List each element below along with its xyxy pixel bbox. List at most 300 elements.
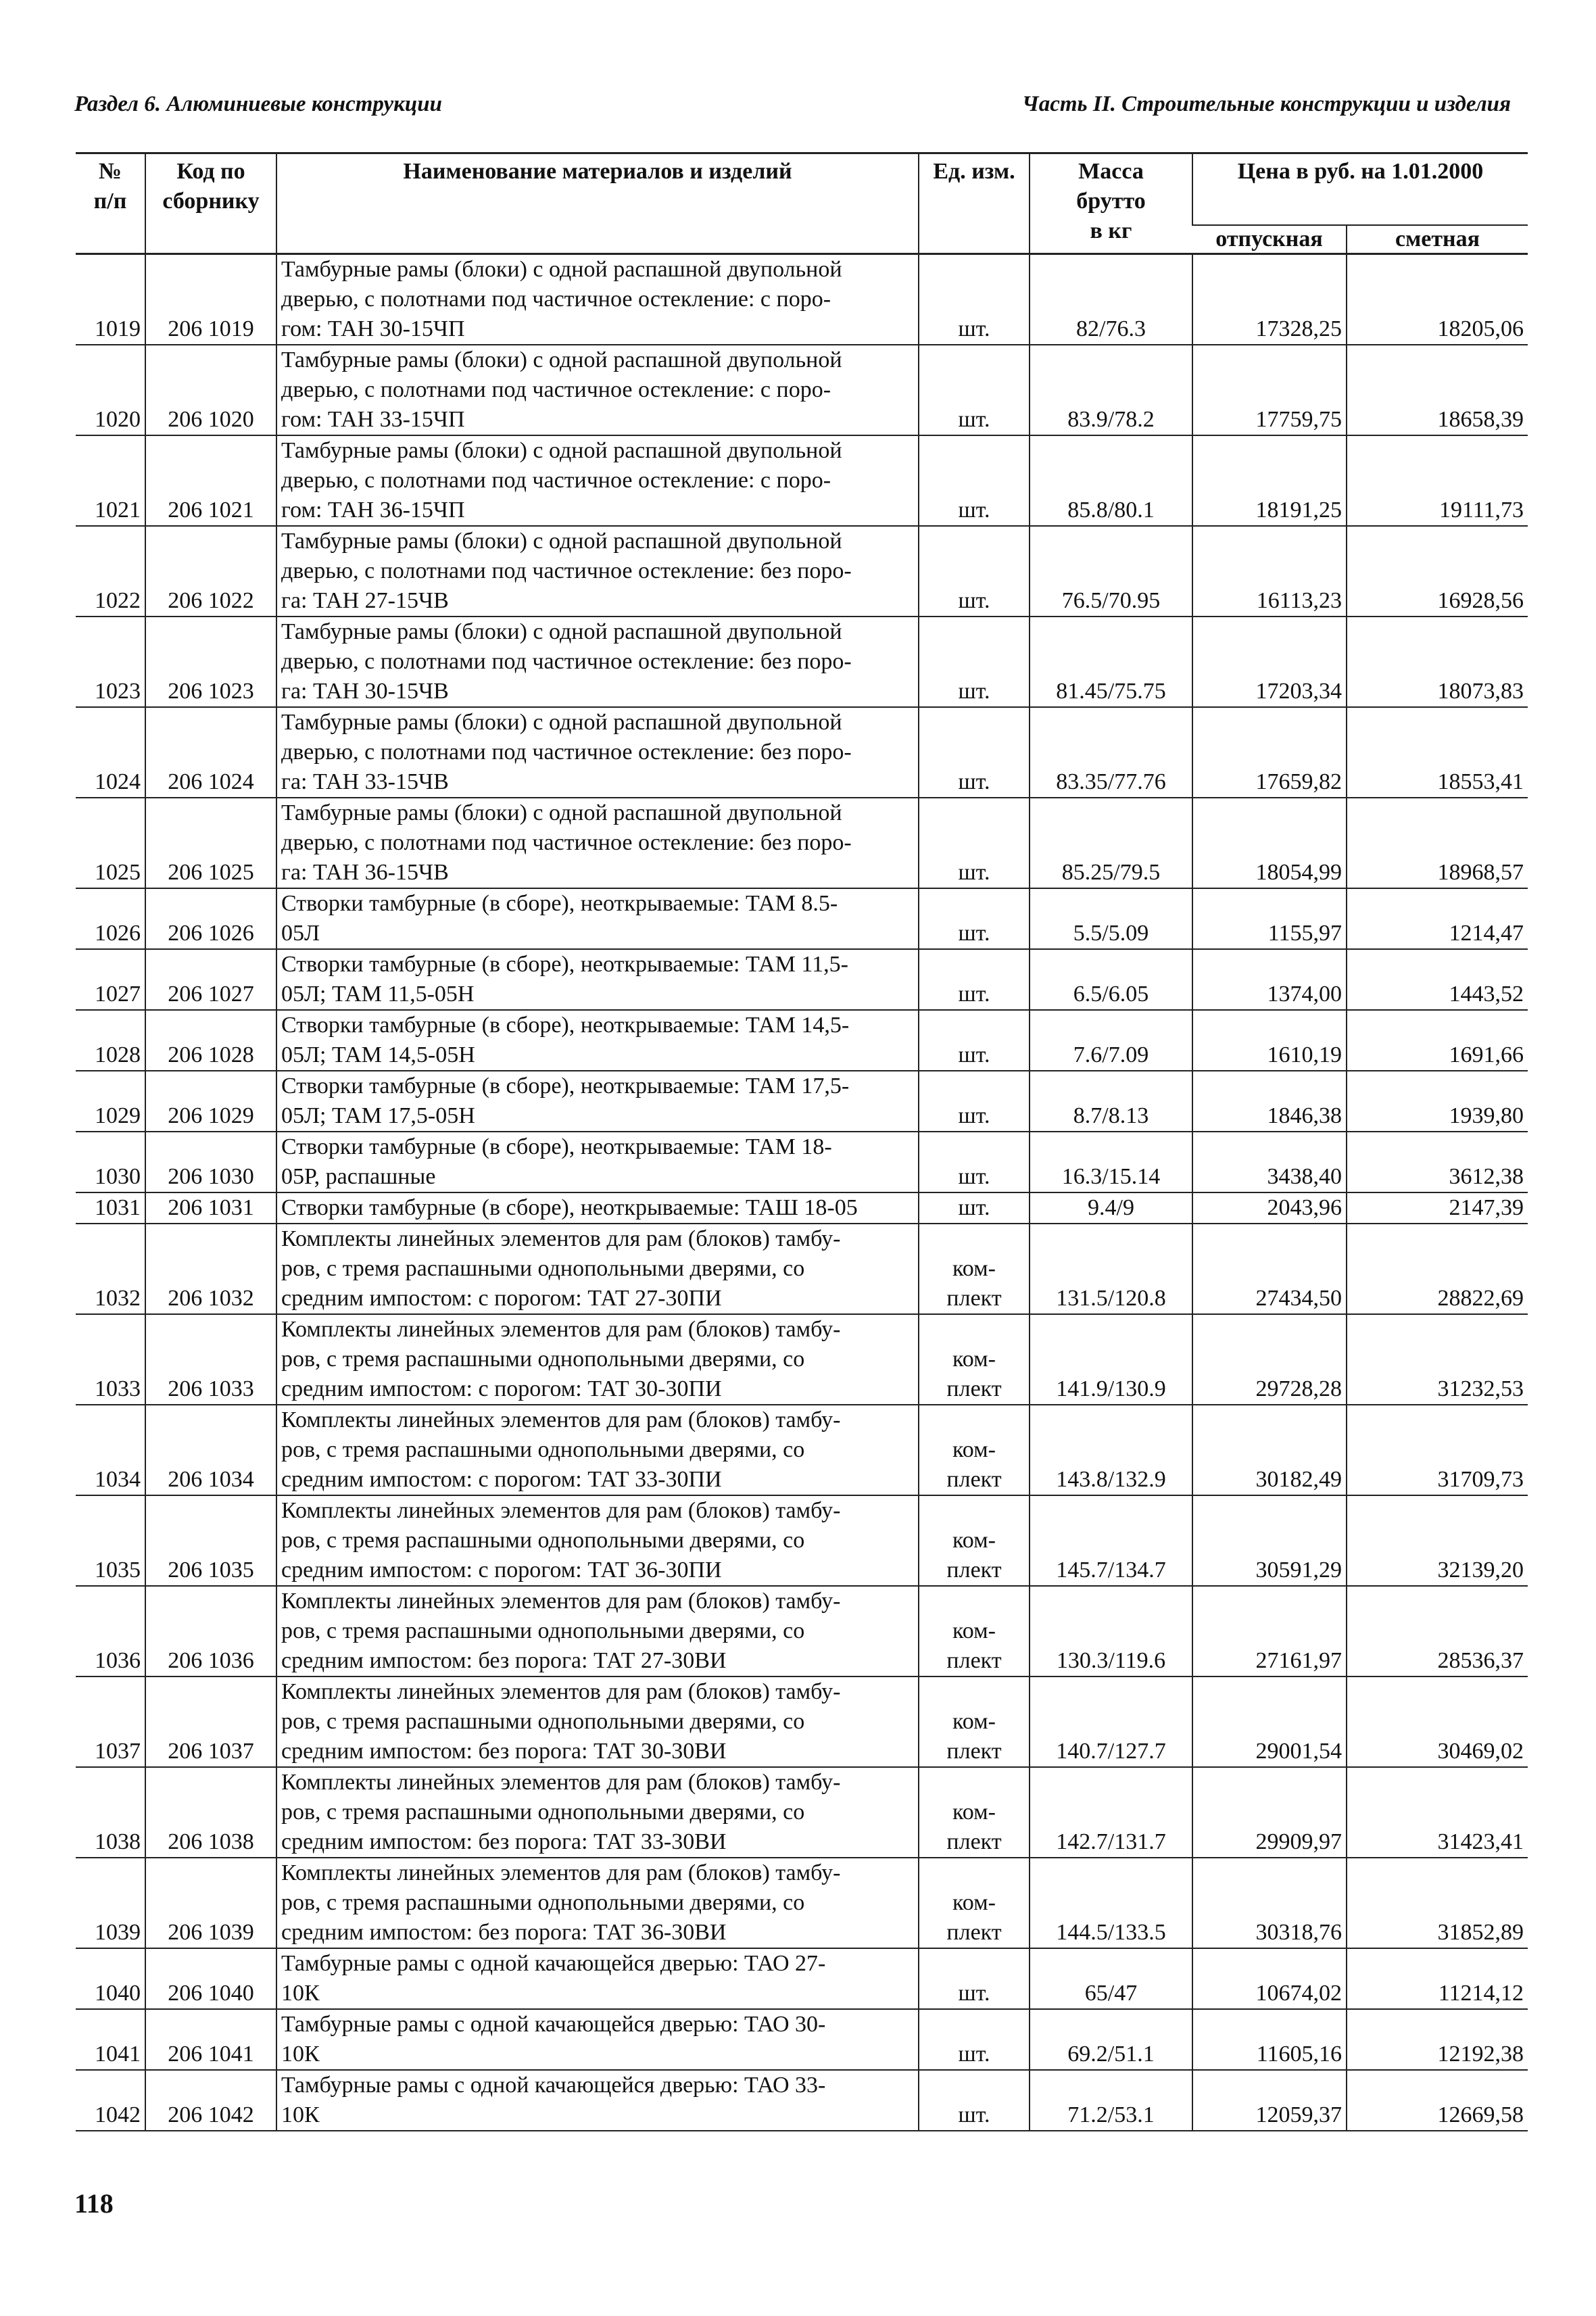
- row-mass-text: 65/47: [1084, 1981, 1138, 2006]
- row-price-estimate: [1347, 1676, 1528, 1767]
- row-price-estimate: [1347, 1586, 1528, 1676]
- row-price-release: [1192, 1676, 1347, 1767]
- row-unit-text: ком- плект: [946, 1800, 1002, 1854]
- row-price-release: [1192, 1192, 1347, 1224]
- row-code-text: 206 1037: [168, 1739, 254, 1764]
- table-body: [76, 254, 1528, 2131]
- row-mass-text: 145.7/134.7: [1056, 1558, 1166, 1583]
- row-number: [76, 888, 145, 949]
- row-name: [276, 1948, 919, 2009]
- table-row: [76, 707, 1528, 798]
- row-code: [145, 949, 276, 1010]
- row-price-release-text: 10674,02: [1255, 1981, 1342, 2006]
- row-mass: [1030, 435, 1192, 526]
- row-mass: [1030, 1767, 1192, 1858]
- row-mass: [1030, 949, 1192, 1010]
- row-name-text: Тамбурные рамы с одной качающейся дверью: ТАО 27- 10К: [281, 1951, 826, 2006]
- row-code: [145, 1314, 276, 1405]
- row-number: [76, 1676, 145, 1767]
- row-unit-text: ком- плект: [946, 1256, 1002, 1311]
- row-price-release: [1192, 617, 1347, 707]
- row-unit: [919, 617, 1030, 707]
- row-unit: [919, 1676, 1030, 1767]
- row-mass: [1030, 1948, 1192, 2009]
- row-unit: [919, 949, 1030, 1010]
- row-number: [76, 1314, 145, 1405]
- row-unit: [919, 1948, 1030, 2009]
- row-price-release-text: 2043,96: [1267, 1195, 1342, 1220]
- table-row: [76, 1858, 1528, 1948]
- row-name-text: Комплекты линейных элементов для рам (блоков) тамбу- ров, с тремя распашными однопольными дверями, со средним импостом: с порогом: ТАТ 30-30ПИ: [281, 1317, 841, 1401]
- row-mass: [1030, 1405, 1192, 1495]
- row-unit-text: шт.: [958, 1981, 990, 2006]
- row-code-text: 206 1040: [168, 1981, 254, 2006]
- row-number: [76, 1767, 145, 1858]
- row-unit-text: ком- плект: [946, 1709, 1002, 1764]
- row-price-release-text: 29001,54: [1255, 1739, 1342, 1764]
- row-code-text: 206 1031: [168, 1195, 254, 1220]
- row-price-estimate-text: 11214,12: [1438, 1981, 1524, 2006]
- row-name: [276, 888, 919, 949]
- col-header-price-estimate: сметная: [1347, 225, 1528, 254]
- row-code: [145, 617, 276, 707]
- row-number: [76, 1010, 145, 1071]
- row-number-text: 1023: [95, 679, 141, 704]
- table-row: [76, 345, 1528, 435]
- row-number-text: 1024: [95, 769, 141, 794]
- row-unit: [919, 254, 1030, 345]
- row-code: [145, 1948, 276, 2009]
- row-name: [276, 2070, 919, 2131]
- row-price-estimate-text: 30469,02: [1437, 1739, 1524, 1764]
- row-price-estimate-text: 18073,83: [1437, 679, 1524, 704]
- row-price-release-text: 16113,23: [1256, 588, 1342, 613]
- row-price-estimate-text: 28536,37: [1437, 1648, 1524, 1673]
- row-number-text: 1040: [95, 1981, 141, 2006]
- row-number-text: 1037: [95, 1739, 141, 1764]
- row-mass: [1030, 1314, 1192, 1405]
- row-number: [76, 1948, 145, 2009]
- row-code-text: 206 1041: [168, 2042, 254, 2067]
- table-row: [76, 1676, 1528, 1767]
- row-name: [276, 2009, 919, 2070]
- row-name: [276, 435, 919, 526]
- row-unit-text: шт.: [958, 407, 990, 432]
- row-code: [145, 798, 276, 888]
- row-price-release-text: 17659,82: [1255, 769, 1342, 794]
- row-code: [145, 1224, 276, 1314]
- row-name: [276, 1224, 919, 1314]
- row-price-release-text: 12059,37: [1255, 2102, 1342, 2127]
- row-number: [76, 1071, 145, 1132]
- row-price-estimate: [1347, 1010, 1528, 1071]
- row-number-text: 1020: [95, 407, 141, 432]
- part-header: Часть II. Строительные конструкции и изделия: [1022, 92, 1511, 116]
- table-row: [76, 526, 1528, 617]
- row-mass: [1030, 1192, 1192, 1224]
- row-mass: [1030, 1586, 1192, 1676]
- row-code-text: 206 1026: [168, 921, 254, 946]
- row-price-estimate: [1347, 1132, 1528, 1192]
- row-price-estimate-text: 32139,20: [1437, 1558, 1524, 1583]
- row-price-estimate: [1347, 888, 1528, 949]
- row-price-release-text: 17328,25: [1255, 316, 1342, 341]
- row-code-text: 206 1038: [168, 1829, 254, 1854]
- row-mass: [1030, 617, 1192, 707]
- col-header-code: Код по сборнику: [145, 153, 276, 254]
- row-number-text: 1025: [95, 860, 141, 885]
- row-price-estimate-text: 12192,38: [1437, 2042, 1524, 2067]
- row-unit: [919, 1132, 1030, 1192]
- row-code: [145, 1010, 276, 1071]
- row-price-estimate: [1347, 345, 1528, 435]
- table-row: [76, 617, 1528, 707]
- row-mass-text: 143.8/132.9: [1056, 1467, 1166, 1492]
- row-price-estimate: [1347, 1495, 1528, 1586]
- row-price-estimate-text: 18205,06: [1437, 316, 1524, 341]
- row-name: [276, 1010, 919, 1071]
- row-unit: [919, 707, 1030, 798]
- row-price-estimate: [1347, 707, 1528, 798]
- row-name-text: Тамбурные рамы (блоки) с одной распашной двупольной дверью, с полотнами под частичное остекление: без поро- га: ТАН 36-15ЧВ: [281, 800, 852, 885]
- row-price-release-text: 3438,40: [1267, 1164, 1342, 1189]
- row-name-text: Створки тамбурные (в сборе), неоткрываемые: ТАМ 14,5- 05Л; ТАМ 14,5-05Н: [281, 1013, 850, 1067]
- col-header-price-group: Цена в руб. на 1.01.2000: [1192, 153, 1528, 226]
- row-price-estimate-text: 1443,52: [1449, 982, 1524, 1007]
- row-name: [276, 1314, 919, 1405]
- row-name: [276, 1767, 919, 1858]
- row-price-estimate-text: 31852,89: [1437, 1920, 1524, 1945]
- row-mass: [1030, 1132, 1192, 1192]
- row-price-release: [1192, 1858, 1347, 1948]
- row-price-estimate-text: 31423,41: [1437, 1829, 1524, 1854]
- row-unit: [919, 1224, 1030, 1314]
- row-name: [276, 1676, 919, 1767]
- row-number: [76, 949, 145, 1010]
- row-price-release-text: 11605,16: [1256, 2042, 1342, 2067]
- row-code-text: 206 1039: [168, 1920, 254, 1945]
- row-unit-text: ком- плект: [946, 1528, 1002, 1583]
- table-row: [76, 1948, 1528, 2009]
- row-price-estimate: [1347, 949, 1528, 1010]
- row-name: [276, 1192, 919, 1224]
- row-mass-text: 85.8/80.1: [1067, 498, 1155, 523]
- col-header-num: № п/п: [76, 153, 145, 254]
- row-unit-text: шт.: [958, 1164, 990, 1189]
- row-number-text: 1036: [95, 1648, 141, 1673]
- row-number: [76, 1405, 145, 1495]
- row-mass: [1030, 1224, 1192, 1314]
- table-row: [76, 1010, 1528, 1071]
- row-code: [145, 707, 276, 798]
- row-name: [276, 1071, 919, 1132]
- row-name-text: Комплекты линейных элементов для рам (блоков) тамбу- ров, с тремя распашными однопольными дверями, со средним импостом: без порога: ТАТ 36-30ВИ: [281, 1860, 841, 1945]
- row-name: [276, 1586, 919, 1676]
- row-price-estimate: [1347, 798, 1528, 888]
- row-code: [145, 1192, 276, 1224]
- row-price-release: [1192, 1767, 1347, 1858]
- row-code: [145, 1676, 276, 1767]
- row-unit: [919, 1767, 1030, 1858]
- row-price-release-text: 30591,29: [1255, 1558, 1342, 1583]
- row-code-text: 206 1030: [168, 1164, 254, 1189]
- table-row: [76, 1071, 1528, 1132]
- row-price-release: [1192, 1405, 1347, 1495]
- row-price-release: [1192, 254, 1347, 345]
- row-price-release-text: 17203,34: [1255, 679, 1342, 704]
- row-number: [76, 707, 145, 798]
- row-number-text: 1019: [95, 316, 141, 341]
- row-price-estimate: [1347, 2009, 1528, 2070]
- row-unit-text: шт.: [958, 588, 990, 613]
- row-price-estimate: [1347, 1071, 1528, 1132]
- row-number-text: 1035: [95, 1558, 141, 1583]
- row-price-estimate-text: 31232,53: [1437, 1376, 1524, 1401]
- row-mass-text: 9.4/9: [1088, 1195, 1134, 1220]
- row-name-text: Тамбурные рамы (блоки) с одной распашной двупольной дверью, с полотнами под частичное остекление: с поро- гом: ТАН 30-15ЧП: [281, 257, 842, 341]
- section-header: Раздел 6. Алюминиевые конструкции: [74, 92, 442, 116]
- row-name: [276, 1132, 919, 1192]
- row-price-release-text: 1610,19: [1267, 1042, 1342, 1067]
- row-number: [76, 526, 145, 617]
- row-code: [145, 1495, 276, 1586]
- row-price-release: [1192, 1071, 1347, 1132]
- row-price-estimate-text: 18553,41: [1437, 769, 1524, 794]
- row-number: [76, 345, 145, 435]
- row-code-text: 206 1035: [168, 1558, 254, 1583]
- row-mass-text: 76.5/70.95: [1061, 588, 1161, 613]
- row-unit: [919, 526, 1030, 617]
- row-price-estimate: [1347, 1767, 1528, 1858]
- row-mass: [1030, 2009, 1192, 2070]
- row-mass: [1030, 1495, 1192, 1586]
- row-number-text: 1029: [95, 1103, 141, 1128]
- row-price-estimate-text: 16928,56: [1437, 588, 1524, 613]
- row-price-release: [1192, 1132, 1347, 1192]
- row-code: [145, 888, 276, 949]
- row-name-text: Комплекты линейных элементов для рам (блоков) тамбу- ров, с тремя распашными однопольными дверями, со средним импостом: без порога: ТАТ 33-30ВИ: [281, 1770, 841, 1854]
- row-mass-text: 82/76.3: [1076, 316, 1146, 341]
- row-mass-text: 6.5/6.05: [1073, 982, 1149, 1007]
- row-number: [76, 2070, 145, 2131]
- row-code: [145, 1132, 276, 1192]
- row-price-estimate: [1347, 526, 1528, 617]
- table-row: [76, 1405, 1528, 1495]
- row-price-release-text: 27434,50: [1255, 1286, 1342, 1311]
- table-row: [76, 254, 1528, 345]
- row-unit: [919, 1314, 1030, 1405]
- row-mass-text: 69.2/51.1: [1067, 2042, 1155, 2067]
- row-unit: [919, 435, 1030, 526]
- row-unit: [919, 888, 1030, 949]
- row-unit-text: ком- плект: [946, 1618, 1002, 1673]
- row-price-release: [1192, 435, 1347, 526]
- row-number: [76, 1224, 145, 1314]
- row-price-estimate: [1347, 1948, 1528, 2009]
- row-unit-text: ком- плект: [946, 1890, 1002, 1945]
- row-name: [276, 617, 919, 707]
- row-code-text: 206 1021: [168, 498, 254, 523]
- row-unit: [919, 1495, 1030, 1586]
- row-unit-text: шт.: [958, 982, 990, 1007]
- row-mass-text: 7.6/7.09: [1073, 1042, 1149, 1067]
- row-name-text: Комплекты линейных элементов для рам (блоков) тамбу- ров, с тремя распашными однопольными дверями, со средним импостом: без порога: ТАТ 30-30ВИ: [281, 1679, 841, 1764]
- row-mass-text: 16.3/15.14: [1061, 1164, 1161, 1189]
- row-name-text: Тамбурные рамы (блоки) с одной распашной двупольной дверью, с полотнами под частичное остекление: без поро- га: ТАН 30-15ЧВ: [281, 619, 852, 704]
- table-row: [76, 1314, 1528, 1405]
- row-price-estimate-text: 18658,39: [1437, 407, 1524, 432]
- row-name-text: Створки тамбурные (в сборе), неоткрываемые: ТАМ 8.5- 05Л: [281, 891, 838, 946]
- row-unit-text: шт.: [958, 316, 990, 341]
- row-code: [145, 2009, 276, 2070]
- col-header-mass: Масса брутто в кг: [1030, 153, 1192, 254]
- row-unit: [919, 798, 1030, 888]
- row-price-release-text: 30318,76: [1255, 1920, 1342, 1945]
- row-price-release: [1192, 1010, 1347, 1071]
- row-code: [145, 1858, 276, 1948]
- row-price-estimate-text: 12669,58: [1437, 2102, 1524, 2127]
- row-price-release: [1192, 1948, 1347, 2009]
- row-name: [276, 345, 919, 435]
- row-price-estimate-text: 2147,39: [1449, 1195, 1524, 1220]
- row-number: [76, 798, 145, 888]
- row-name: [276, 707, 919, 798]
- row-price-estimate: [1347, 1192, 1528, 1224]
- row-number-text: 1022: [95, 588, 141, 613]
- row-unit-text: шт.: [958, 860, 990, 885]
- col-header-unit: Ед. изм.: [919, 153, 1030, 254]
- table-row: [76, 798, 1528, 888]
- row-price-estimate: [1347, 2070, 1528, 2131]
- row-unit: [919, 2009, 1030, 2070]
- row-mass: [1030, 2070, 1192, 2131]
- row-code-text: 206 1042: [168, 2102, 254, 2127]
- row-code: [145, 345, 276, 435]
- row-code-text: 206 1028: [168, 1042, 254, 1067]
- row-mass: [1030, 526, 1192, 617]
- row-price-estimate: [1347, 254, 1528, 345]
- row-price-estimate-text: 18968,57: [1437, 860, 1524, 885]
- row-code-text: 206 1032: [168, 1286, 254, 1311]
- row-price-release-text: 29728,28: [1255, 1376, 1342, 1401]
- row-unit-text: шт.: [958, 2102, 990, 2127]
- row-name-text: Тамбурные рамы (блоки) с одной распашной двупольной дверью, с полотнами под частичное остекление: с поро- гом: ТАН 36-15ЧП: [281, 438, 842, 523]
- row-name: [276, 526, 919, 617]
- row-number-text: 1034: [95, 1467, 141, 1492]
- row-price-release-text: 1846,38: [1267, 1103, 1342, 1128]
- row-number: [76, 2009, 145, 2070]
- row-number-text: 1033: [95, 1376, 141, 1401]
- table-row: [76, 888, 1528, 949]
- table-row: [76, 1132, 1528, 1192]
- row-unit: [919, 1071, 1030, 1132]
- row-number: [76, 617, 145, 707]
- row-price-estimate: [1347, 617, 1528, 707]
- row-mass-text: 85.25/79.5: [1061, 860, 1161, 885]
- row-number-text: 1042: [95, 2102, 141, 2127]
- row-name: [276, 798, 919, 888]
- row-price-release: [1192, 1586, 1347, 1676]
- row-mass-text: 81.45/75.75: [1056, 679, 1166, 704]
- row-mass-text: 83.35/77.76: [1056, 769, 1166, 794]
- table-row: [76, 1192, 1528, 1224]
- row-price-estimate: [1347, 435, 1528, 526]
- row-price-estimate-text: 1939,80: [1449, 1103, 1524, 1128]
- row-price-release: [1192, 888, 1347, 949]
- row-mass-text: 71.2/53.1: [1067, 2102, 1155, 2127]
- row-number-text: 1030: [95, 1164, 141, 1189]
- page-number: 118: [74, 2188, 114, 2219]
- row-name: [276, 254, 919, 345]
- row-price-release-text: 1374,00: [1267, 982, 1342, 1007]
- row-unit-text: шт.: [958, 769, 990, 794]
- row-code-text: 206 1033: [168, 1376, 254, 1401]
- row-code: [145, 1586, 276, 1676]
- price-table-container: [76, 152, 1528, 2131]
- row-number-text: 1021: [95, 498, 141, 523]
- row-unit: [919, 1405, 1030, 1495]
- row-unit-text: шт.: [958, 921, 990, 946]
- row-name-text: Створки тамбурные (в сборе), неоткрываемые: ТАМ 17,5- 05Л; ТАМ 17,5-05Н: [281, 1073, 850, 1128]
- row-number-text: 1032: [95, 1286, 141, 1311]
- row-number-text: 1027: [95, 982, 141, 1007]
- row-price-estimate-text: 1691,66: [1449, 1042, 1524, 1067]
- row-mass-text: 141.9/130.9: [1056, 1376, 1166, 1401]
- row-price-release: [1192, 1495, 1347, 1586]
- row-code: [145, 1071, 276, 1132]
- row-code: [145, 1405, 276, 1495]
- row-mass-text: 83.9/78.2: [1067, 407, 1155, 432]
- row-unit-text: шт.: [958, 2042, 990, 2067]
- row-price-estimate: [1347, 1314, 1528, 1405]
- row-code: [145, 435, 276, 526]
- row-price-estimate-text: 19111,73: [1439, 498, 1524, 523]
- row-name-text: Тамбурные рамы с одной качающейся дверью: ТАО 30- 10К: [281, 2012, 826, 2067]
- row-mass: [1030, 1676, 1192, 1767]
- row-price-release-text: 17759,75: [1255, 407, 1342, 432]
- row-mass: [1030, 1858, 1192, 1948]
- row-unit: [919, 1192, 1030, 1224]
- row-code: [145, 526, 276, 617]
- row-name: [276, 1858, 919, 1948]
- row-unit-text: шт.: [958, 1103, 990, 1128]
- row-number: [76, 1192, 145, 1224]
- row-code-text: 206 1020: [168, 407, 254, 432]
- row-code-text: 206 1027: [168, 982, 254, 1007]
- row-code: [145, 2070, 276, 2131]
- row-code-text: 206 1024: [168, 769, 254, 794]
- row-price-estimate: [1347, 1224, 1528, 1314]
- row-number: [76, 435, 145, 526]
- row-code-text: 206 1023: [168, 679, 254, 704]
- row-price-release: [1192, 1224, 1347, 1314]
- row-price-release: [1192, 345, 1347, 435]
- row-price-release-text: 18054,99: [1255, 860, 1342, 885]
- row-unit: [919, 1010, 1030, 1071]
- table-row: [76, 2009, 1528, 2070]
- row-number-text: 1038: [95, 1829, 141, 1854]
- row-mass: [1030, 1010, 1192, 1071]
- row-name-text: Тамбурные рамы (блоки) с одной распашной двупольной дверью, с полотнами под частичное остекление: без поро- га: ТАН 33-15ЧВ: [281, 710, 852, 794]
- row-price-release: [1192, 2009, 1347, 2070]
- row-price-estimate: [1347, 1405, 1528, 1495]
- row-price-estimate-text: 1214,47: [1449, 921, 1524, 946]
- table-row: [76, 1224, 1528, 1314]
- row-unit: [919, 2070, 1030, 2131]
- row-mass: [1030, 345, 1192, 435]
- row-code: [145, 1767, 276, 1858]
- row-code-text: 206 1022: [168, 588, 254, 613]
